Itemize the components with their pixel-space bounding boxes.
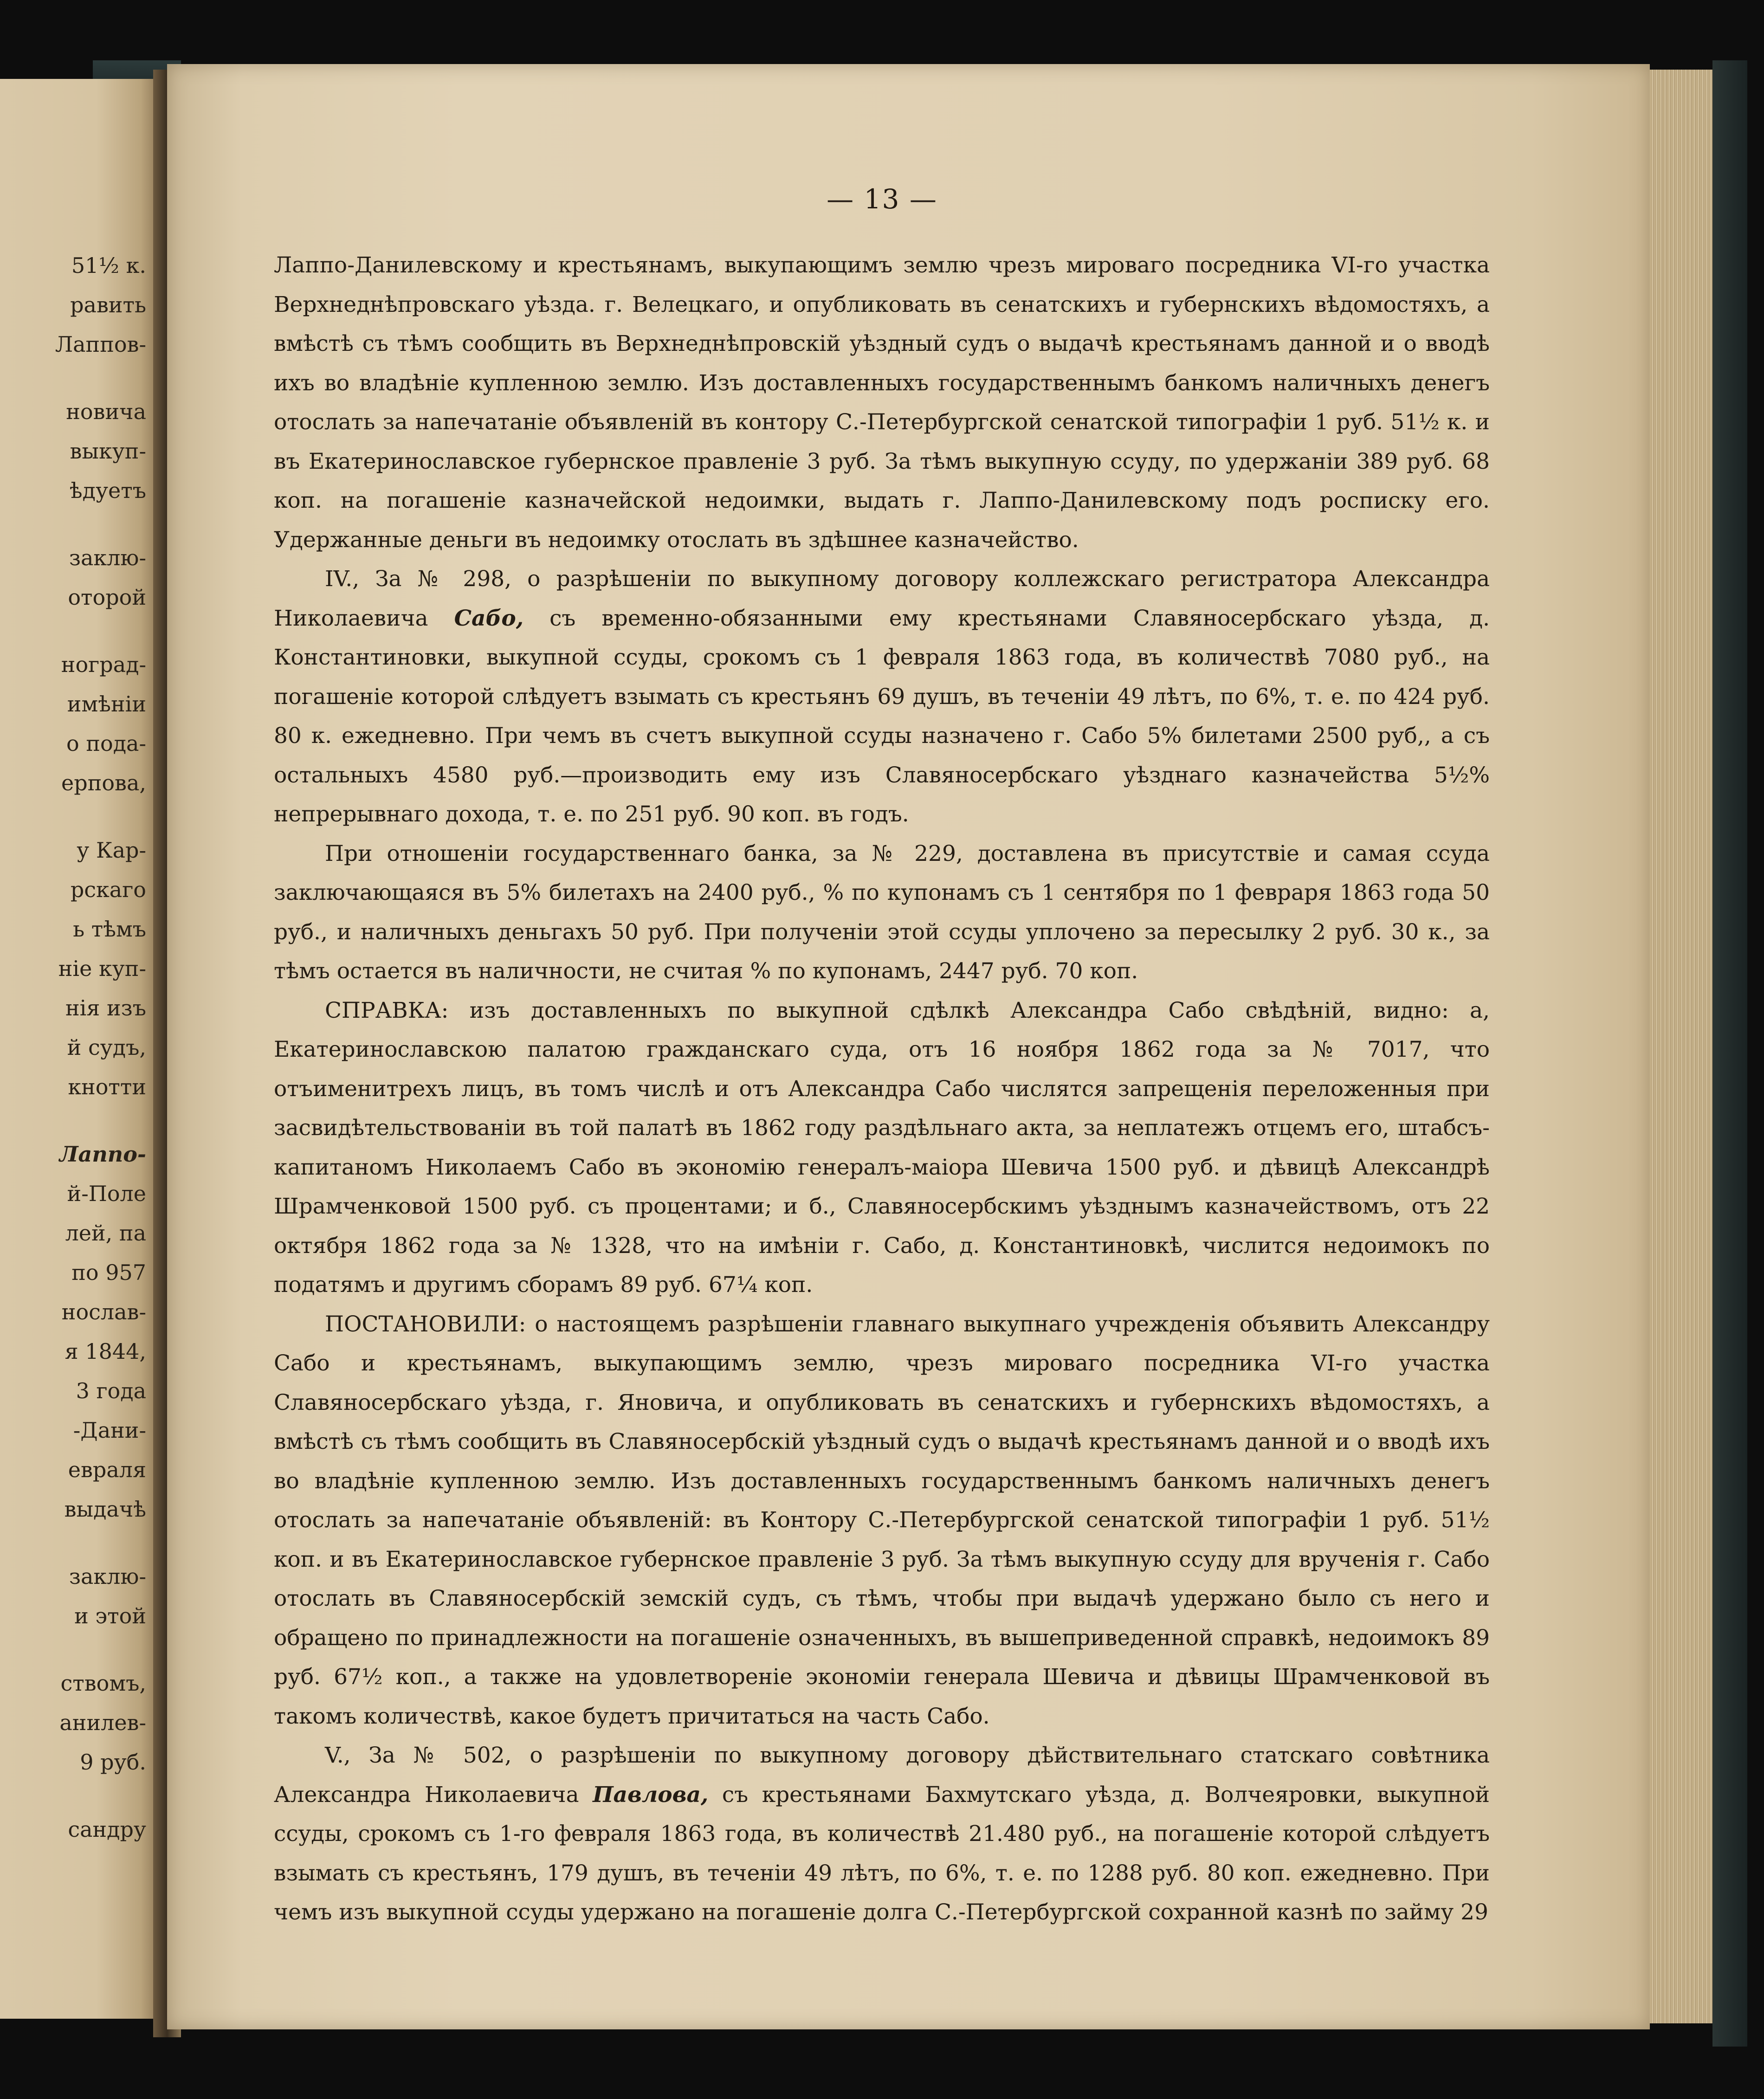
paragraph-text: СПРАВКА: изъ доставленныхъ по выкупной сдѣлкѣ Александра Сабо свѣдѣній, видно: а, Екатеринославскою палатою гражданскаго суда, отъ 16 ноября 1862 года за № 7017, что отъименитрехъ лицъ, въ томъ числѣ и отъ Александра Сабо числятся запрещенія переложенныя при засвидѣтельствованіи въ той палатѣ въ 1862 году раздѣльнаго акта, за неплатежъ отцемъ его, штабсъ-капитаномъ Николаемъ Сабо въ экономію генералъ-маіора Шевича 1500 руб. и дѣвицѣ Александрѣ Шрамченковой 1500 руб. съ процентами; и б., Славяносербскимъ уѣзднымъ казначействомъ, отъ 22 октября 1862 года за № 1328, что на имѣніи г. Сабо, д. Константиновкѣ, числится недоимокъ по податямъ и другимъ сборамъ 89 руб. 67¼ коп.	[274, 997, 1490, 1298]
left-page-fragment: о пода-	[66, 731, 146, 756]
paragraph	[274, 246, 1490, 560]
left-page-fragment: Лаппов-	[55, 332, 146, 357]
left-page-fragment: й-Поле	[67, 1181, 146, 1206]
paragraph	[274, 991, 1490, 1305]
left-page-fragment: имѣніи	[67, 691, 146, 717]
paragraph-text: съ крестьянами Бахмутскаго уѣзда, д. Волчеяровки, выкупной ссуды, срокомъ съ 1-го февраля 1863 года, въ количествѣ 21.480 руб., на погашеніе которой слѣдуетъ взымать съ крестьянъ, 179 душъ, въ теченіи 49 лѣтъ, по 6%, т. е. по 1288 руб. 80 коп. ежедневно. При чемъ изъ выкупной ссуды удержано на погашеніе долга С.-Петербургской сохранной казнѣ по займу 29	[274, 1782, 1490, 1925]
paragraph-text: Лаппо-Данилевскому и крестьянамъ, выкупающимъ землю чрезъ мироваго посредника VI-го участка Верхнеднѣпровскаго уѣзда. г. Велецкаго, и опубликовать въ сенатскихъ и губернскихъ вѣдомостяхъ, а вмѣстѣ съ тѣмъ сообщить въ Верхнеднѣпровскій уѣздный судъ о выдачѣ крестьянамъ данной и о вводѣ ихъ во владѣніе купленною землю. Изъ доставленныхъ государственнымъ банкомъ наличныхъ денегъ отослать за напечатаніе объявленій въ контору С.-Петербургской сенатской типографіи 1 руб. 51½ к. и въ Екатеринославское губернское правленіе 3 руб. За тѣмъ выкупную ссуду, по удержаніи 389 руб. 68 коп. на погашеніе казначейской недоимки, выдать г. Лаппо-Данилевскому подъ росписку его. Удержанные деньги въ недоимку отослать въ здѣшнее казначейство.	[274, 252, 1490, 553]
left-page-fragment: выкуп-	[70, 439, 146, 464]
paragraph	[274, 560, 1490, 834]
page-body-text	[274, 246, 1490, 1932]
paragraph	[274, 834, 1490, 991]
paragraph-text: IV., За № 298, о разрѣшеніи по выкупному договору коллежскаго регистратора Александра Николаевича	[274, 566, 1490, 631]
left-page-fragment: лей, па	[65, 1221, 146, 1246]
left-page-fragment: ь тѣмъ	[73, 917, 146, 942]
left-page-edge	[0, 79, 160, 2019]
left-page-fragment: 3 года	[76, 1378, 146, 1403]
left-page-fragment: рскаго	[70, 877, 146, 902]
left-page-fragment: сандру	[68, 1817, 146, 1842]
right-cover-edge	[1712, 60, 1747, 2047]
left-page-fragment: кнотти	[68, 1074, 146, 1099]
left-page-fragment: нослав-	[61, 1299, 146, 1324]
left-page-fragment: равить	[70, 292, 146, 317]
left-page-fragment: 51½ к.	[71, 253, 146, 278]
left-page-fragment: ноград-	[61, 652, 146, 677]
left-page-fragment: анилев-	[59, 1710, 146, 1735]
left-page-fragment: -Дани-	[73, 1418, 146, 1443]
page-number: — 13 —	[827, 183, 937, 215]
paragraph-text: V., За № 502, о разрѣшеніи по выкупному договору дѣйствительнаго статскаго совѣтника Александра Николаевича	[274, 1743, 1490, 1808]
left-page-fragment: я 1844,	[65, 1339, 146, 1364]
left-page-fragment: евраля	[68, 1457, 146, 1482]
paragraph-text: При отношеніи государственнаго банка, за № 229, доставлена въ присутствіе и самая ссуда заключающаяся въ 5% билетахъ на 2400 руб., % по купонамъ съ 1 сентября по 1 февраря 1863 года 50 руб., и наличныхъ деньгахъ 50 руб. При полученіи этой ссуды уплочено за пересылку 2 руб. 30 к., за тѣмъ остается въ наличности, не считая % по купонамъ, 2447 руб. 70 коп.	[274, 840, 1490, 984]
left-page-fragment: 9 руб.	[80, 1750, 146, 1775]
left-page-fragment: новича	[66, 399, 146, 424]
left-page-fragment: ѣдуетъ	[69, 478, 146, 503]
emphasized-name: Сабо,	[454, 605, 524, 631]
left-page-fragment: й судъ,	[67, 1035, 146, 1060]
left-page-fragment: и этой	[74, 1603, 146, 1628]
paragraph-text: ПОСТАНОВИЛИ: о настоящемъ разрѣшеніи главнаго выкупнаго учрежденія объявить Александру Сабо и крестьянамъ, выкупающимъ землю, чрезъ мироваго посредника VI-го участка Славяносербскаго уѣзда, г. Яновича, и опубликовать въ сенатскихъ и губернскихъ вѣдомостяхъ, а вмѣстѣ съ тѣмъ сообщить въ Славяносербскій уѣздный судъ о выдачѣ крестьянамъ данной и о вводѣ ихъ во владѣніе купленною землю. Изъ доставленныхъ государственнымъ банкомъ наличныхъ денегъ отослать за напечатаніе объявленій: въ Контору С.-Петербургской сенатской типографіи 1 руб. 51½ коп. и въ Екатеринославское губернское правленіе 3 руб. За тѣмъ выкупную ссуду для врученія г. Сабо отослать въ Славяносербскій земскій судъ, съ тѣмъ, чтобы при выдачѣ удержано было съ него и обращено по принадлежности на погашеніе означенныхъ, въ вышеприведенной справкѣ, недоимокъ 89 руб. 67½ коп., а также на удовлетвореніе экономіи генерала Шевича и дѣвицы Шрамченковой въ такомъ количествѣ, какое будетъ причитаться на часть Сабо.	[274, 1311, 1490, 1729]
paragraph-text: съ временно-обязанными ему крестьянами Славяносербскаго уѣзда, д. Константиновки, выкупной ссуды, срокомъ съ 1 февраля 1863 года, въ количествѣ 7080 руб., на погашеніе которой слѣдуетъ взымать съ крестьянъ 69 душъ, въ теченіи 49 лѣтъ, по 6%, т. е. по 424 руб. 80 к. ежедневно. При чемъ въ счетъ выкупной ссуды назначено г. Сабо 5% билетами 2500 руб,, а съ остальныхъ 4580 руб.—производить ему изъ Славяносербскаго уѣзднаго казначейства 5½% непрерывнаго дохода, т. е. по 251 руб. 90 коп. въ годъ.	[274, 605, 1490, 827]
left-page-fragment: заклю-	[69, 545, 146, 570]
left-page-fragment: у Кар-	[77, 838, 146, 863]
left-page-fragment: ніе куп-	[58, 956, 146, 981]
left-page-fragment: заклю-	[69, 1564, 146, 1589]
left-page-fragment: по 957	[71, 1260, 146, 1285]
left-page-fragment: выдачѣ	[64, 1497, 146, 1522]
left-page-fragment: нія изъ	[65, 995, 146, 1020]
paragraph	[274, 1736, 1490, 1932]
left-page-fragment: ерпова,	[61, 770, 146, 795]
page-stack-edge	[1650, 70, 1719, 2023]
left-page-fragment: ствомъ,	[60, 1671, 146, 1696]
left-page-fragment: Лаппо-	[59, 1142, 146, 1167]
emphasized-name: Павлова,	[593, 1782, 709, 1808]
paragraph	[274, 1305, 1490, 1737]
left-page-fragment: оторой	[68, 585, 146, 610]
